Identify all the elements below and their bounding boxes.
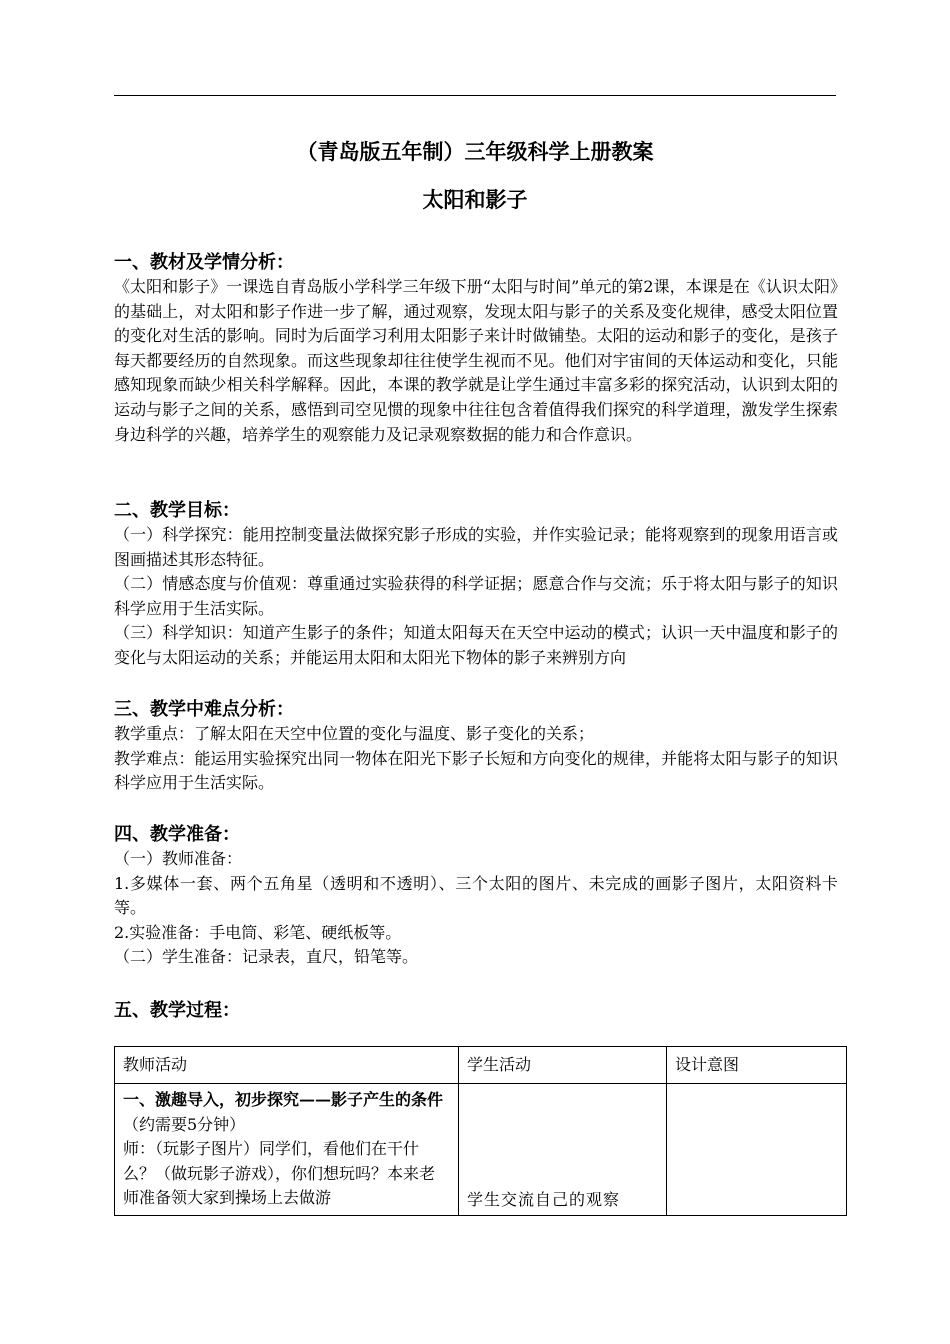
section-preparation	[114, 822, 838, 970]
header-student: 学生活动	[459, 1047, 667, 1084]
section-heading: 五、教学过程：	[114, 1000, 240, 1021]
preparation-item: （一）教师准备：	[114, 849, 243, 868]
goal-item: （一）科学探究：能用控制变量法做探究影子形成的实验，并作实验记录；能将观察到的现象用语言或图画描述其形态特征。	[114, 525, 838, 569]
teacher-activity-cell	[115, 1084, 459, 1216]
header-rule	[114, 95, 836, 96]
step-title: 一、激趣导入，初步探究——影子产生的条件	[123, 1090, 444, 1109]
section-heading: 二、教学目标：	[114, 500, 240, 521]
document-subtitle: 太阳和影子	[422, 187, 528, 212]
section-heading: 一、教材及学情分析：	[114, 252, 294, 273]
document-title: （青岛版五年制）三年级科学上册教案	[296, 139, 654, 164]
keypoint-item: 教学重点：了解太阳在天空中位置的变化与温度、影子变化的关系；	[114, 724, 595, 743]
preparation-item: 1.多媒体一套、两个五角星（透明和不透明）、三个太阳的图片、未完成的画影子图片，太阳资料卡等。	[114, 873, 838, 918]
teacher-text: 师：（玩影子图片）同学们，看他们在干什么？（做玩影子游戏），你们想玩吗？本来老师准备领大家到操场上去做游	[123, 1139, 436, 1207]
preparation-item: 2.实验准备：手电筒、彩笔、硬纸板等。	[114, 922, 402, 942]
goal-item: （三）科学知识：知道产生影子的条件；知道太阳每天在天空中运动的模式；认识一天中温度和影子的变化与太阳运动的关系；并能运用太阳和太阳光下物体的影子来辨别方向	[114, 623, 838, 667]
section-keypoints	[114, 697, 838, 796]
section-heading: 三、教学中难点分析：	[114, 699, 294, 720]
table-row	[115, 1084, 847, 1216]
section-process	[114, 998, 838, 1023]
header-intent: 设计意图	[667, 1047, 847, 1084]
header-teacher: 教师活动	[115, 1047, 459, 1084]
paragraph: 《太阳和影子》一课选自青岛版小学科学三年级下册“太阳与时间”单元的第2课，本课是在《认识太阳》的基础上，对太阳和影子作进一步了解，通过观察，发现太阳与影子的关系及变化规律，感受太阳位置的变化对生活的影响。同时为后面学习利用太阳影子来计时做铺垫。太阳的运动和影子的变化，是孩子每天都要经历的自然现象。而这些现象却往往使学生视而不见。他们对宇宙间的天体运动和变化，只能感知现象而缺少相关科学解释。因此，本课的教学就是让学生通过丰富多彩的探究活动，认识到太阳的运动与影子之间的关系，感悟到司空见惯的现象中往往包含着值得我们探究的科学道理，激发学生探索身边科学的兴趣，培养学生的观察能力及记录观察数据的能力和合作意识。	[114, 277, 838, 444]
preparation-item: （二）学生准备：记录表，直尺，铅笔等。	[114, 947, 419, 967]
section-analysis	[114, 250, 838, 447]
keypoint-item: 教学难点：能运用实验探究出同一物体在阳光下影子长短和方向变化的规律，并能将太阳与影子的知识科学应用于生活实际。	[114, 748, 838, 793]
section-goals	[114, 498, 838, 671]
design-intent-cell	[667, 1084, 847, 1216]
step-time: （约需要5分钟）	[123, 1114, 246, 1134]
goal-item: （二）情感态度与价值观：尊重通过实验获得的科学证据；愿意合作与交流；乐于将太阳与影子的知识科学应用于生活实际。	[114, 574, 838, 618]
student-activity-cell: 学生交流自己的观察	[459, 1084, 667, 1216]
section-heading: 四、教学准备：	[114, 824, 240, 845]
table-header-row	[115, 1047, 847, 1084]
process-table	[114, 1046, 847, 1216]
